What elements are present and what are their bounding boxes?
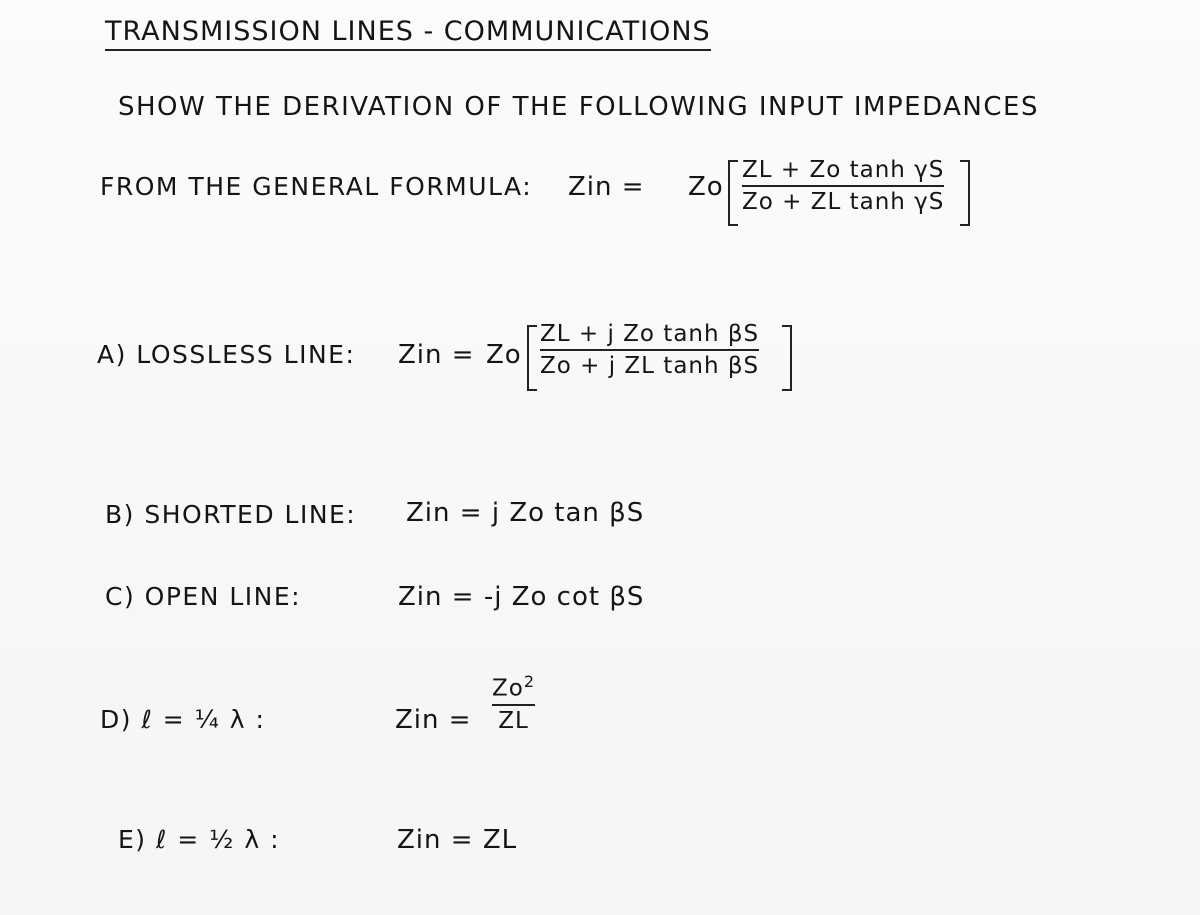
item-d-label: D) ℓ = ¼ λ : xyxy=(100,705,266,734)
item-b-label: B) SHORTED LINE: xyxy=(105,500,357,529)
item-b-expression: Zin = j Zo tan βS xyxy=(406,498,645,528)
item-a-label: A) LOSSLESS LINE: xyxy=(97,340,356,369)
fraction-bar xyxy=(742,185,944,187)
item-a-fraction xyxy=(540,321,759,379)
instruction-text: SHOW THE DERIVATION OF THE FOLLOWING INPUT IMPEDANCES xyxy=(118,92,1039,122)
right-bracket xyxy=(960,160,970,226)
left-bracket xyxy=(527,325,537,391)
item-d-exponent: 2 xyxy=(523,672,536,691)
item-c-expression: Zin = -j Zo cot βS xyxy=(398,582,645,612)
item-d-lhs: Zin = xyxy=(395,705,472,735)
fraction-bar xyxy=(540,349,759,351)
left-bracket xyxy=(728,160,738,226)
item-d-numerator-base: Zo xyxy=(492,675,524,702)
item-c-label: C) OPEN LINE: xyxy=(105,582,302,611)
general-formula-fraction xyxy=(742,157,944,215)
fraction-bar xyxy=(492,704,535,706)
item-e-label: E) ℓ = ½ λ : xyxy=(118,825,281,854)
general-formula-denominator: Zo + ZL tanh γS xyxy=(742,189,945,215)
item-d-denominator: ZL xyxy=(498,707,529,734)
item-a-coef: Zo xyxy=(486,340,522,370)
general-formula-numerator: ZL + Zo tanh γS xyxy=(742,157,945,183)
item-a-denominator: Zo + j ZL tanh βS xyxy=(540,353,760,379)
page-title: TRANSMISSION LINES - COMMUNICATIONS xyxy=(105,16,711,51)
general-formula-label: FROM THE GENERAL FORMULA: xyxy=(100,172,533,201)
item-a-lhs: Zin = xyxy=(398,340,475,370)
item-d-numerator xyxy=(492,672,535,702)
item-d-fraction xyxy=(492,672,535,734)
general-formula-coef: Zo xyxy=(688,172,724,202)
general-formula-lhs: Zin = xyxy=(568,172,645,202)
right-bracket xyxy=(782,325,792,391)
item-e-expression: Zin = ZL xyxy=(397,825,518,855)
item-a-numerator: ZL + j Zo tanh βS xyxy=(540,321,760,347)
